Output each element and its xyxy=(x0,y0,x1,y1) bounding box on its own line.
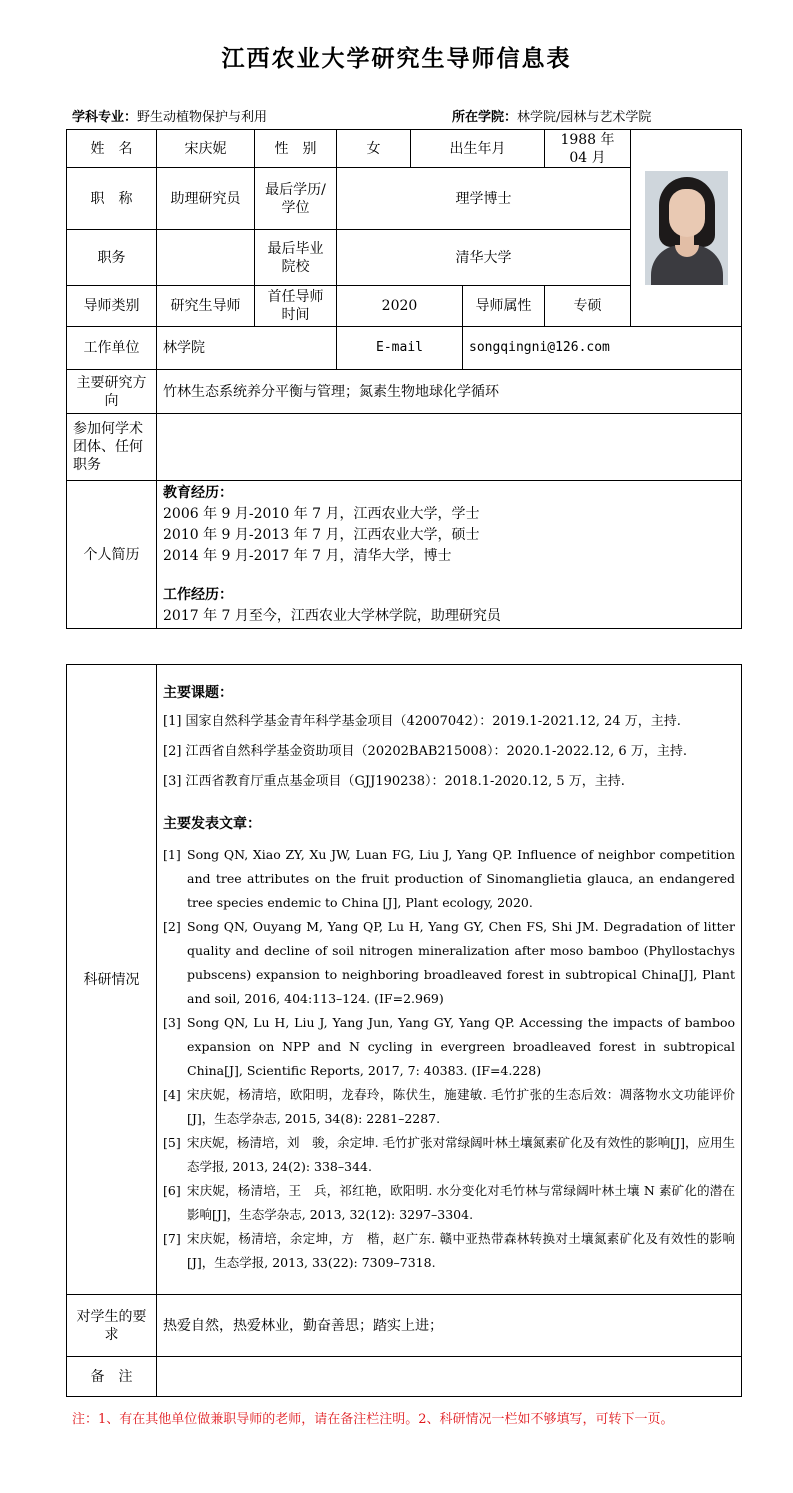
paper-item: [3] Song QN, Lu H, Liu J, Yang Jun, Yang GY, Yang QP. Accessing the impacts of bamboo expansion on NPP and N cycling in evergreen broadleaved forest in subtropical China[J], Scientific Reports, 2017, 7: 40383. (IF=4.228) xyxy=(163,1015,735,1078)
work-heading: 工作经历： xyxy=(163,587,233,603)
name-label: 姓 名 xyxy=(67,130,157,168)
paper-item: [5] 宋庆妮，杨清培，刘 骏，余定坤. 毛竹扩张对常绿阔叶林土壤氮素矿化及有效性的影响[J]，应用生态学报, 2013, 24(2): 338–344. xyxy=(163,1135,735,1174)
education-heading: 教育经历： xyxy=(163,485,233,501)
birth-label: 出生年月 xyxy=(411,130,545,168)
first-time-value: 2020 xyxy=(337,286,463,327)
education-item: 2006 年 9 月-2010 年 7 月，江西农业大学，学士 xyxy=(163,506,480,522)
type-label: 导师类别 xyxy=(67,286,157,327)
type-value: 研究生导师 xyxy=(157,286,255,327)
discipline-line xyxy=(72,106,267,125)
page-title: 江西农业大学研究生导师信息表 xyxy=(221,45,572,72)
work-item: 2017 年 7 月至今，江西农业大学林学院，助理研究员 xyxy=(163,608,501,624)
footnote: 注：1、有在其他单位做兼职导师的老师，请在备注栏注明。2、科研情况一栏如不够填写，可转下一页。 xyxy=(72,1412,674,1427)
photo-cell xyxy=(631,130,742,327)
research-table xyxy=(66,664,742,1397)
remark-value xyxy=(157,1357,742,1397)
college-value: 林学院/园林与艺术学院 xyxy=(517,110,652,125)
degree-value: 理学博士 xyxy=(337,168,631,230)
project-item: [1] 国家自然科学基金青年科学基金项目（42007042）：2019.1-2021.12, 24 万，主持. xyxy=(163,714,681,729)
post-value xyxy=(157,230,255,286)
societies-value xyxy=(157,414,742,481)
gender-value: 女 xyxy=(337,130,411,168)
name-value: 宋庆妮 xyxy=(157,130,255,168)
paper-item: [6] 宋庆妮，杨清培，王 兵，祁红艳，欧阳明. 水分变化对毛竹林与常绿阔叶林土壤 N 素矿化的潜在影响[J]，生态学杂志, 2013, 32(12): 3297–3304. xyxy=(163,1183,735,1222)
unit-value: 林学院 xyxy=(157,327,337,370)
discipline-label: 学科专业： xyxy=(72,110,138,125)
requirements-label: 对学生的要求 xyxy=(67,1295,157,1357)
research-direction-label: 主要研究方向 xyxy=(67,370,157,414)
school-value: 清华大学 xyxy=(337,230,631,286)
gender-label: 性 别 xyxy=(255,130,337,168)
degree-label: 最后学历/学位 xyxy=(255,168,337,230)
college-label: 所在学院： xyxy=(452,110,518,125)
education-item: 2010 年 9 月-2013 年 7 月，江西农业大学，硕士 xyxy=(163,527,480,543)
papers-heading: 主要发表文章： xyxy=(163,816,261,832)
requirements-value: 热爱自然，热爱林业，勤奋善思；踏实上进； xyxy=(157,1295,742,1357)
paper-item: [2] Song QN, Ouyang M, Yang QP, Lu H, Yang GY, Chen FS, Shi JM. Degradation of litter quality and decline of soil nitrogen mineralization after moso bamboo (Phyllostachys pubscens) expansion to neighboring broadleaved forest in subtropical China[J], Plant and soil, 2016, 404:113–124. (IF=2.969) xyxy=(163,919,735,1006)
college-line xyxy=(452,106,651,125)
email-value: songqingni@126.com xyxy=(463,327,742,370)
paper-item: [1] Song QN, Xiao ZY, Xu JW, Luan FG, Liu J, Yang QP. Influence of neighbor competition and tree attributes on the fruit production of Sinomanglietia glauca, an endangered tree species endemic to China [J], Plant ecology, 2020. xyxy=(163,847,735,910)
project-item: [2] 江西省自然科学基金资助项目（20202BAB215008）：2020.1-2022.12, 6 万，主持. xyxy=(163,744,687,759)
birth-value: 1988 年 04 月 xyxy=(545,130,631,168)
paper-item: [4] 宋庆妮，杨清培，欧阳明，龙春玲，陈伏生，施建敏. 毛竹扩张的生态后效：凋落物水文功能评价[J]，生态学杂志, 2015, 34(8): 2281–2287. xyxy=(163,1087,735,1126)
title-label: 职 称 xyxy=(67,168,157,230)
bio-label: 个人简历 xyxy=(67,481,157,629)
research-content xyxy=(157,665,742,1295)
avatar xyxy=(645,171,728,285)
email-label: E-mail xyxy=(337,327,463,370)
remark-label: 备 注 xyxy=(67,1357,157,1397)
discipline-value: 野生动植物保护与利用 xyxy=(137,110,268,125)
attr-value: 专硕 xyxy=(545,286,631,327)
attr-label: 导师属性 xyxy=(463,286,545,327)
info-table xyxy=(66,129,742,629)
paper-item: [7] 宋庆妮，杨清培，余定坤，方 楷，赵广东. 赣中亚热带森林转换对土壤氮素矿化及有效性的影响[J]，生态学报, 2013, 33(22): 7309–7318. xyxy=(163,1231,735,1270)
title-value: 助理研究员 xyxy=(157,168,255,230)
unit-label: 工作单位 xyxy=(67,327,157,370)
research-direction-value: 竹林生态系统养分平衡与管理；氮素生物地球化学循环 xyxy=(157,370,742,414)
post-label: 职务 xyxy=(67,230,157,286)
education-item: 2014 年 9 月-2017 年 7 月，清华大学，博士 xyxy=(163,548,452,564)
project-item: [3] 江西省教育厅重点基金项目（GJJ190238）：2018.1-2020.12, 5 万，主持. xyxy=(163,774,625,789)
societies-label: 参加何学术团体、任何职务 xyxy=(67,414,157,481)
research-label: 科研情况 xyxy=(67,665,157,1295)
projects-heading: 主要课题： xyxy=(163,685,233,701)
bio-content xyxy=(157,481,742,629)
school-label: 最后毕业院校 xyxy=(255,230,337,286)
first-time-label: 首任导师时间 xyxy=(255,286,337,327)
